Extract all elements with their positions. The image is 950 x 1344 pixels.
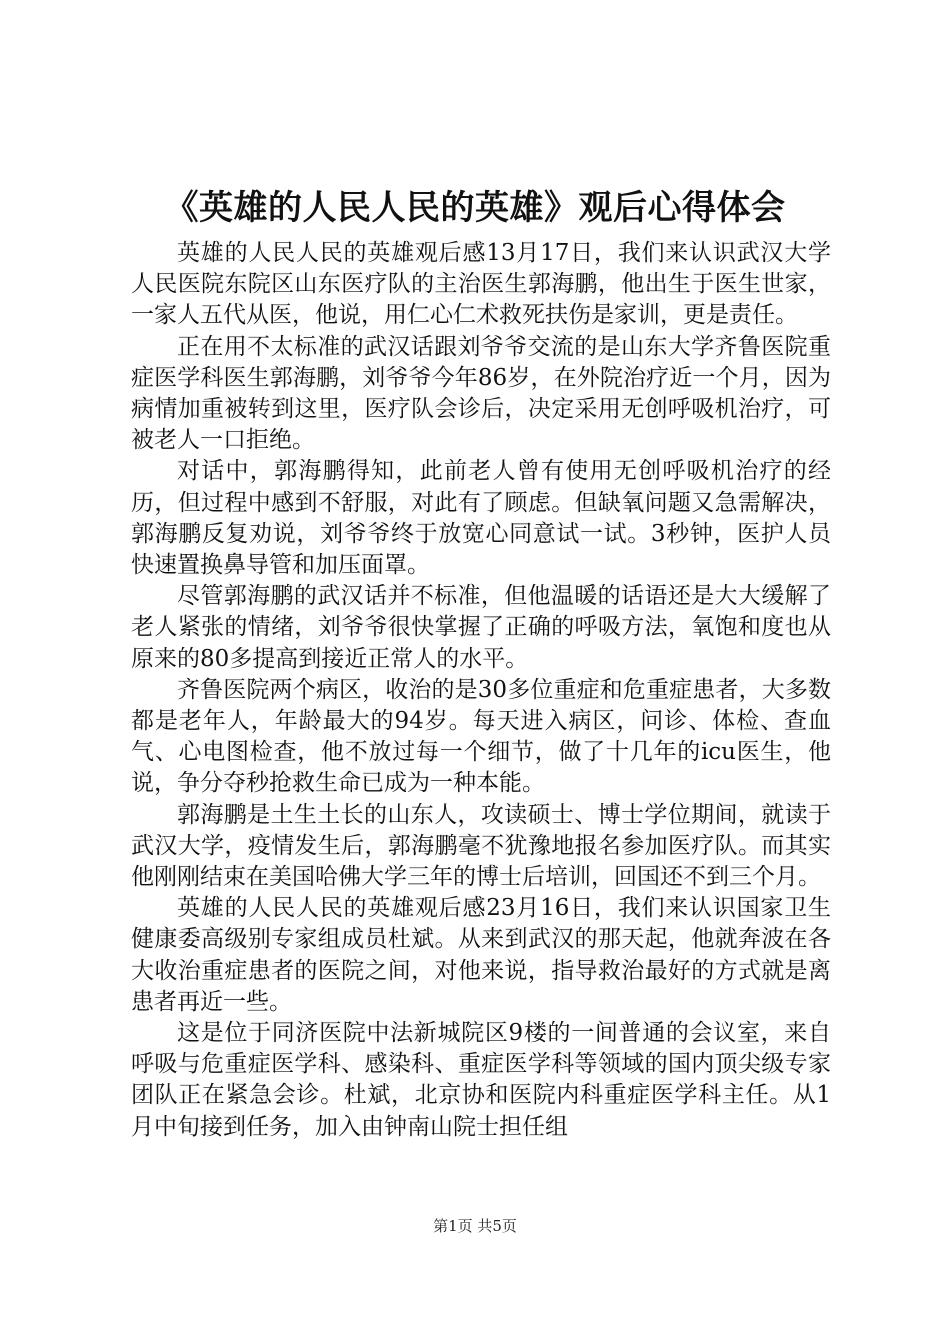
document-title: 《英雄的人民人民的英雄》观后心得体会 xyxy=(164,188,786,228)
paragraph-1: 英雄的人民人民的英雄观后感13月17日，我们来认识武汉大学人民医院东院区山东医疗队的主治医生郭海鹏，他出生于医生世家，一家人五代从医，他说，用仁心仁术救死扶伤是家训，更是责任。 xyxy=(131,240,831,329)
document-body xyxy=(131,238,831,1143)
paragraph-7: 英雄的人民人民的英雄观后感23月16日，我们来认识国家卫生健康委高级别专家组成员杜斌。从来到武汉的那天起，他就奔波在各大收治重症患者的医院之间，对他来说，指导救治最好的方式就是离患者再近一些。 xyxy=(131,895,831,1015)
paragraph-3: 对话中，郭海鹏得知，此前老人曾有使用无创呼吸机治疗的经历，但过程中感到不舒服，对此有了顾虑。但缺氧问题又急需解决，郭海鹏反复劝说，刘爷爷终于放宽心同意试一试。3秒钟，医护人员快速置换鼻导管和加压面罩。 xyxy=(131,458,831,579)
paragraph-5: 齐鲁医院两个病区，收治的是30多位重症和危重症患者，大多数都是老年人，年龄最大的94岁。每天进入病区，问诊、体检、查血气、心电图检查，他不放过每一个细节，做了十几年的icu医生，他说，争分夺秒抢救生命已成为一种本能。 xyxy=(131,676,831,797)
paragraph-4: 尽管郭海鹏的武汉话并不标准，但他温暖的话语还是大大缓解了老人紧张的情绪，刘爷爷很快掌握了正确的呼吸方法，氧饱和度也从原来的80多提高到接近正常人的水平。 xyxy=(131,583,831,672)
paragraph-8: 这是位于同济医院中法新城院区9楼的一间普通的会议室，来自呼吸与危重症医学科、感染科、重症医学科等领域的国内顶尖级专家团队正在紧急会诊。杜斌，北京协和医院内科重症医学科主任。从1月中旬接到任务，加入由钟南山院士担任组 xyxy=(131,1020,831,1140)
page-number-footer: 第1页 共5页 xyxy=(433,1217,517,1235)
paragraph-2: 正在用不太标准的武汉话跟刘爷爷交流的是山东大学齐鲁医院重症医学科医生郭海鹏，刘爷爷今年86岁，在外院治疗近一个月，因为病情加重被转到这里，医疗队会诊后，决定采用无创呼吸机治疗，可被老人一口拒绝。 xyxy=(131,333,831,454)
paragraph-6: 郭海鹏是土生土长的山东人，攻读硕士、博士学位期间，就读于武汉大学，疫情发生后，郭海鹏毫不犹豫地报名参加医疗队。而其实他刚刚结束在美国哈佛大学三年的博士后培训，回国还不到三个月。 xyxy=(131,801,831,891)
